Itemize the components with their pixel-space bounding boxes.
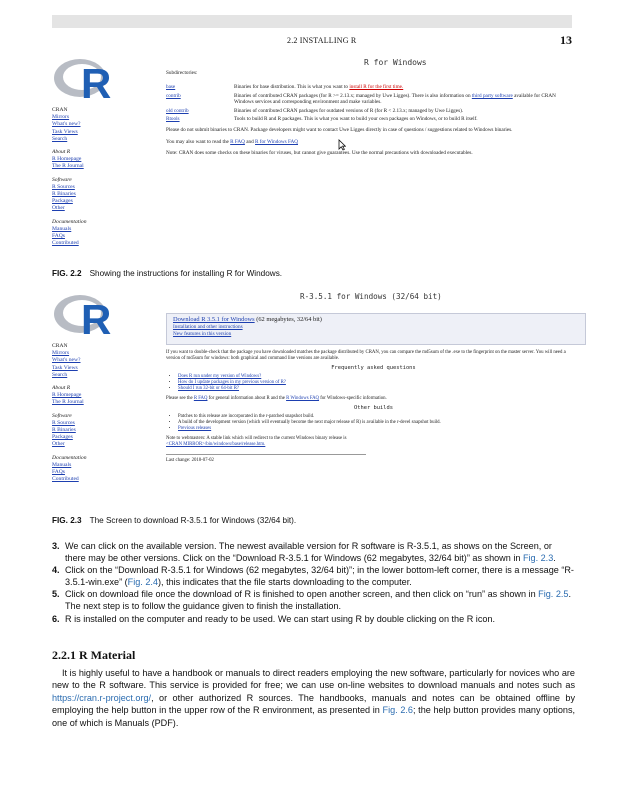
figure-2-2-screenshot [52,52,575,264]
builds-title: Other builds [354,405,393,412]
sidebar-link-whats-new[interactable]: What's new? [52,121,81,128]
sidebar-link-r-journal[interactable]: The R Journal [52,399,84,406]
faq-link[interactable]: Does R run under my version of Windows? [178,373,262,379]
table-row [166,115,571,123]
faq-link[interactable]: Should I run 32-bit or 64-bit R? [178,386,240,392]
list-item [178,386,581,392]
sidebar-link-faqs[interactable]: FAQs [52,469,65,476]
sidebar-link-r-binaries[interactable]: R Binaries [52,191,76,198]
features-line [173,331,579,338]
note-text: You may also want to read the [166,138,231,145]
list-item [178,426,581,432]
step-3 [52,540,575,564]
sidebar-link-r-binaries[interactable]: R Binaries [52,427,76,434]
sidebar-link-r-homepage[interactable]: R Homepage [52,156,82,163]
caption-text: The Screen to download R-3.5.1 for Windows (32/64 bit). [89,516,297,525]
sidebar-link-other[interactable]: Other [52,441,65,448]
link-base[interactable]: base [166,84,176,91]
top-bar [52,15,572,28]
step-text: Click on download file once the download of R is finished to open another screen, and then click on “run” as shown in [65,589,539,600]
row-text: Binaries for base distribution. This is what you want to [234,84,350,91]
step-text: ), this indicates that the file starts downloading to the computer. [158,577,412,588]
list-item: • Patches to this release are incorporated in the r-patched snapshot build. [178,414,581,420]
subdirectories-label: Subdirectories: [166,70,198,76]
figure-2-3-caption [52,516,296,525]
fig22-sidebar [52,107,142,247]
fig23-sidebar [52,343,142,483]
figure-reference-link[interactable]: Fig. 2.6 [382,705,413,716]
mouse-cursor-icon [338,139,346,151]
para-text: It is highly useful to have a handbook or manuals to direct readers employing the new software, particularly for novices who are new to the R software. This service is provided for free; we can use on-line websites to download manuals and notes such as [52,668,575,691]
link-contrib[interactable]: contrib [166,92,181,99]
sidebar-link-packages[interactable]: Packages [52,198,73,205]
sidebar-link-task-views[interactable]: Task Views [52,128,78,135]
caption-text: Showing the instructions for installing R for Windows. [89,269,283,278]
link-rtools[interactable]: Rtools [166,116,180,123]
sidebar-link-contributed[interactable]: Contributed [52,476,79,483]
para-text: Please see the [166,396,194,402]
link-r-windows-faq[interactable]: R Windows FAQ [286,396,320,402]
sidebar-link-packages[interactable]: Packages [52,434,73,441]
fig22-content [166,70,571,158]
row-text: Tools to build R and R packages. This is what you want to build your own packages on Windows, or to build R itself. [234,116,478,123]
para-text: for general information about R and the [207,396,287,402]
table-row [166,107,571,115]
caption-label: FIG. 2.3 [52,516,82,525]
table-row [166,92,571,107]
cran-url-link[interactable]: https://cran.r-project.org/ [52,692,152,703]
step-text: R is installed on the computer and ready to be used. We can start using R by double clicking on the R icon. [65,613,496,624]
new-features-link[interactable]: New features in this version [173,331,232,337]
note-text: and [244,138,256,145]
link-install-r-first-time[interactable]: install R for the first time. [349,84,404,91]
para-text: ; the help button provides many options, one of which is Manuals (PDF). [52,705,576,728]
sidebar-link-contributed[interactable]: Contributed [52,240,79,247]
figure-reference-link[interactable]: Fig. 2.3 [522,553,554,564]
running-head [52,33,572,49]
row-text: Binaries of contributed CRAN packages for outdated versions of R (for R < 2.13.x; managed by Uwe Ligges). [234,107,464,114]
subdirectories-table [166,83,571,123]
release-htm-link[interactable]: <CRAN MIRROR>/bin/windows/base/release.htm. [166,442,266,448]
step-number: 6. [52,613,60,624]
md5sum-paragraph: If you want to double-check that the package you have downloaded matches the package distributed by CRAN, you can compare the md5sum of the .exe to the fingerprint on the master server. You will need a version of md5sum for windows: both graphical and command line versions are available. [166,350,566,362]
sidebar-software-heading: Software [52,176,72,183]
download-box-content [167,314,585,340]
step-text: . The next step is to follow the guidance given to finish the installation. [65,589,572,612]
faq-link[interactable]: How do I update packages in my previous version of R? [178,379,286,385]
figure-reference-link[interactable]: Fig. 2.4 [127,577,158,588]
sidebar-about-heading: About R [52,149,71,156]
download-size: (62 megabytes, 32/64 bit) [254,316,322,323]
sidebar-link-whats-new[interactable]: What's new? [52,357,81,364]
sidebar-link-r-homepage[interactable]: R Homepage [52,392,82,399]
sidebar-cran-heading: CRAN [52,107,68,113]
download-box [166,313,586,345]
fig22-screen-title: R for Windows [364,58,427,67]
step-number: 3. [52,541,60,551]
para-text: for Windows-specific information. [319,396,387,402]
para-text: , or other authorized R sources. The handbooks, manuals and notes can be obtained offline by employing the help button in the upper row of the R environment, as presented in [52,692,575,716]
sidebar-link-search[interactable]: Search [52,371,68,378]
download-r-link[interactable]: Download R 3.5.1 for Windows [173,316,255,323]
fig22-note-faq [166,139,571,146]
svg-text:R: R [81,60,112,104]
sidebar-link-r-journal[interactable]: The R Journal [52,163,84,170]
link-r-faq[interactable]: R FAQ [193,396,208,402]
fig22-note-binaries: Please do not submit binaries to CRAN. Package developers might want to contact Uwe Ligges directly in case of questions / suggestions related to Windows binaries. [166,127,513,134]
installation-instructions-link[interactable]: Installation and other instructions [173,324,243,330]
link-third-party-software[interactable]: third party software [471,92,513,99]
figure-reference-link[interactable]: Fig. 2.5 [538,589,569,600]
sidebar-link-manuals[interactable]: Manuals [52,461,72,468]
svg-text:R: R [81,296,112,340]
sidebar-about-heading: About R [52,385,71,392]
row-text: Binaries of contributed CRAN packages (for R >= 2.13.x; managed by Uwe Ligges). There is also information on [234,92,472,99]
faq-list [166,374,581,393]
note-webmasters: Note to webmasters: A stable link which will redirect to the current Windows binary release is [166,436,347,442]
figure-2-2-caption [52,269,282,278]
sidebar-software-heading: Software [52,412,72,419]
install-line [173,324,579,331]
running-head-section: 2.2 INSTALLING R [287,36,357,45]
step-number: 5. [52,589,60,600]
table-row [166,83,571,91]
fig23-content [166,350,581,464]
builds-list [166,414,581,433]
sidebar-link-r-sources[interactable]: R Sources [52,183,75,190]
previous-releases-link[interactable]: Previous releases [178,426,212,432]
r-logo-icon [52,54,114,104]
sidebar-link-search[interactable]: Search [52,135,68,142]
download-line [173,316,579,324]
page-number: 13 [560,33,572,47]
step-number: 4. [52,565,60,576]
section-heading: 2.2.1 R Material [52,648,136,662]
sidebar-link-task-views[interactable]: Task Views [52,364,78,371]
caption-label: FIG. 2.2 [52,269,82,278]
fig23-screen-title: R-3.5.1 for Windows (32/64 bit) [300,292,442,301]
sidebar-link-mirrors[interactable]: Mirrors [52,114,70,121]
sidebar-link-faqs[interactable]: FAQs [52,233,65,240]
step-5 [52,588,575,612]
sidebar-link-other[interactable]: Other [52,205,65,212]
step-text: We can click on the available version. The newest available version for R software is R-3.5.1, as shows on the Screen, or there may be other versions. Click on the “Download R-3.5.1 for Windows (62 megabytes, 32/64 bit)” as shown in [65,541,552,564]
step-text: . [553,553,556,564]
faq-see-paragraph [166,396,581,402]
last-change: Last change: 2018-07-02 [166,454,366,464]
fig22-note-viruses: Note: CRAN does some checks on these binaries for viruses, but cannot give guarantees. Use the normal precautions with downloaded executables. [166,150,473,157]
sidebar-documentation-heading: Documentation [52,218,87,225]
link-r-windows-faq[interactable]: R for Windows FAQ [255,138,298,145]
sidebar-cran-heading: CRAN [52,343,68,349]
step-text: Click on the “Download R-3.5.1 for Windows (62 megabytes, 32/64 bit)”; in the lower bottom-left corner, there is a message “R-3.5.1-win.exe” ( [65,565,574,588]
sidebar-link-r-sources[interactable]: R Sources [52,419,75,426]
link-r-faq[interactable]: R FAQ [230,138,245,145]
step-6 [52,613,575,625]
row-text: available for CRAN Windows services and corresponding environment and make variables. [234,92,556,106]
r-logo-icon [52,290,114,340]
step-4 [52,564,575,588]
sidebar-documentation-heading: Documentation [52,454,87,461]
list-item: • A build of the development version (which will eventually become the next major release of R) is available in the r-devel snapshot build. [178,420,581,426]
r-material-paragraph [52,667,575,729]
installation-steps [52,540,575,625]
faq-title: Frequently asked questions [331,365,416,372]
sidebar-link-manuals[interactable]: Manuals [52,225,72,232]
sidebar-link-mirrors[interactable]: Mirrors [52,350,70,357]
link-old-contrib[interactable]: old contrib [166,107,189,114]
